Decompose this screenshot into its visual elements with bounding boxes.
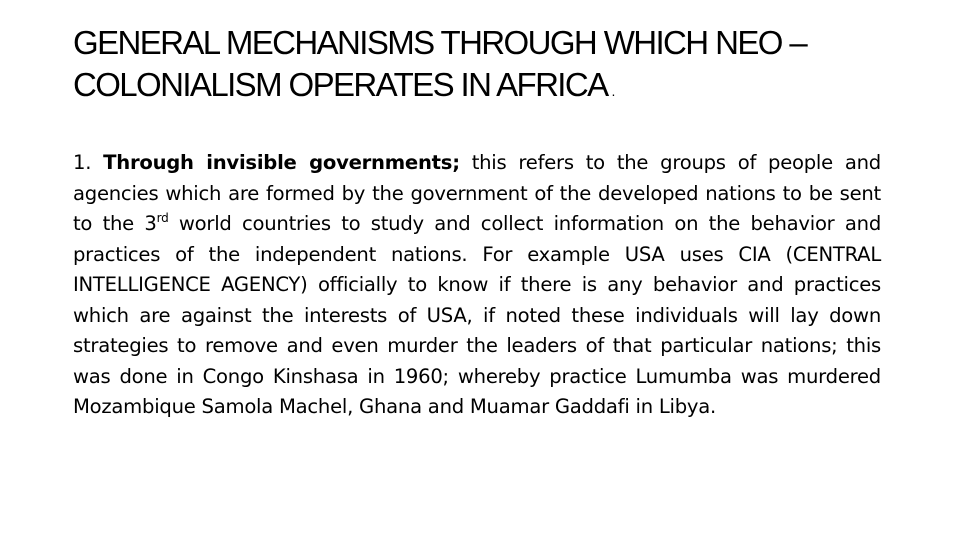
point-1-paragraph — [73, 148, 881, 423]
slide-title-period: . — [611, 83, 616, 99]
ordinal-superscript: rd — [156, 211, 169, 225]
point-text-part-2: world countries to study and collect information on the behavior and practices of the independent nations. For example USA uses CIA (CENTRAL INTELLIGENCE AGENCY) officially to know if there is any behavior and practices which are against the interests of USA, if noted these individuals will lay down strategies to remove and even murder the leaders of that particular nations; this was done in Congo Kinshasa in 1960; whereby practice Lumumba was murdered Mozambique Samola Machel, Ghana and Muamar Gaddafi in Libya. — [73, 212, 882, 418]
point-text-part-1: this refers to the groups of people and agencies which are formed by the government of the developed nations to be sent to the 3 — [73, 151, 881, 235]
slide-title-text: GENERAL MECHANISMS THROUGH WHICH NEO – COLONIALISM OPERATES IN AFRICA — [73, 24, 807, 103]
point-heading: Through invisible governments; — [103, 151, 460, 174]
point-number: 1. — [73, 151, 104, 174]
slide-title — [73, 22, 893, 112]
